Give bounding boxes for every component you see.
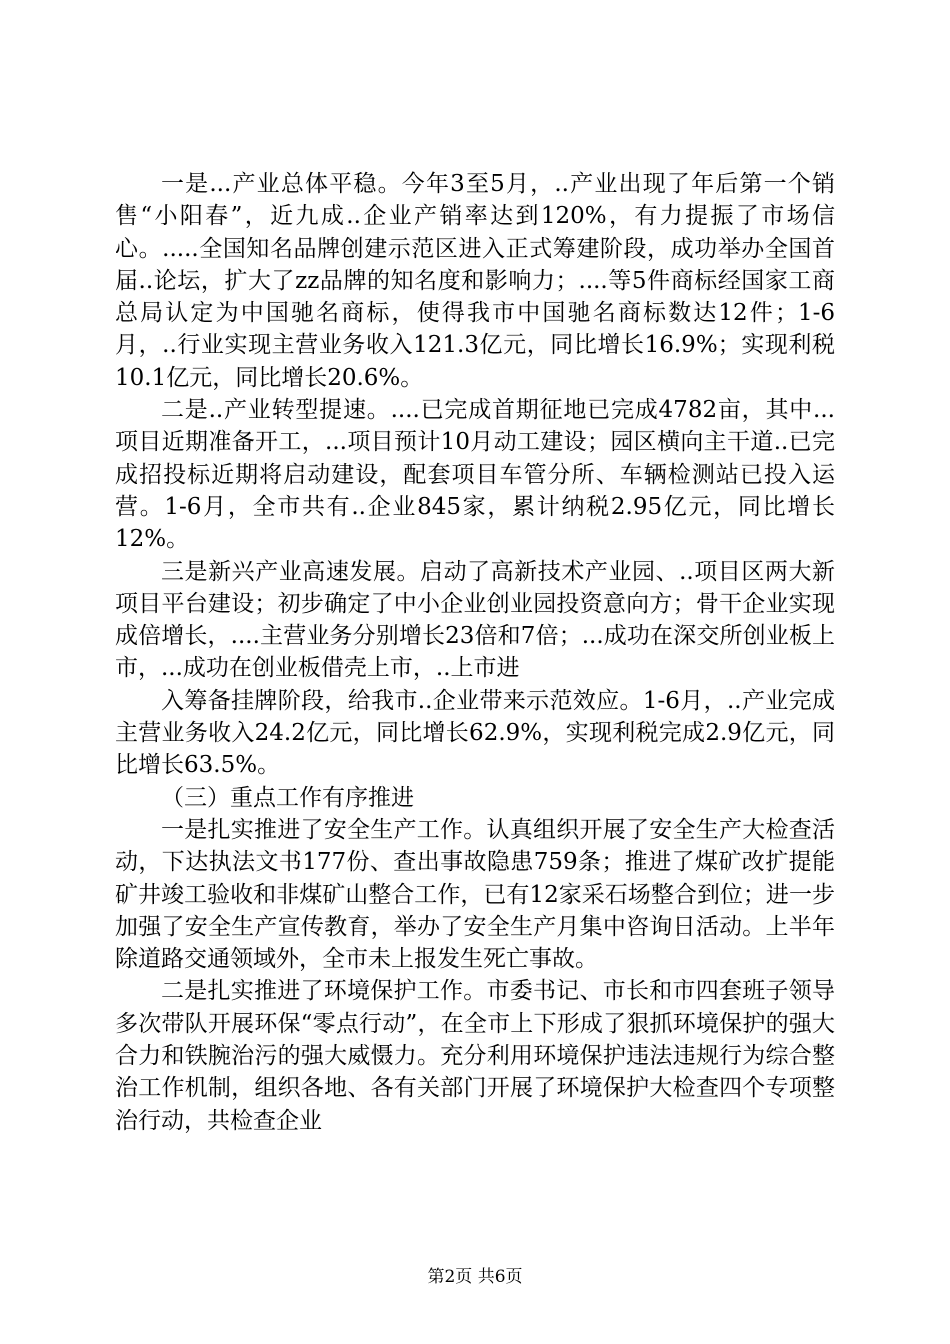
document-body [115,168,835,1137]
paragraph-emerging-industry: 三是新兴产业高速发展。启动了高新技术产业园、..项目区两大新项目平台建设；初步确定了中小企业创业园投资意向方；骨干企业实现成倍增长，....主营业务分别增长23倍和7倍；...成功在深交所创业板上市，...成功在创业板借壳上市，..上市进 [115,558,835,682]
paragraph-safety-production: 一是扎实推进了安全生产工作。认真组织开展了安全生产大检查活动，下达执法文书177份、查出事故隐患759条；推进了煤矿改扩提能矿井竣工验收和非煤矿山整合工作，已有12家采石场整合到位；进一步加强了安全生产宣传教育，举办了安全生产月集中咨询日活动。上半年除道路交通领域外，全市未上报发生死亡事故。 [115,816,835,973]
paragraph-emerging-industry-continued: 入筹备挂牌阶段，给我市..企业带来示范效应。1-6月，..产业完成主营业务收入24.2亿元，同比增长62.9%，实现利税完成2.9亿元，同比增长63.5%。 [115,687,835,779]
paragraph-industry-transition: 二是..产业转型提速。....已完成首期征地已完成4782亩，其中...项目近期准备开工，...项目预计10月动工建设；园区横向主干道..已完成招投标近期将启动建设，配套项目车管分所、车辆检测站已投入运营。1-6月，全市共有..企业845家，累计纳税2.95亿元，同比增长12%。 [115,397,835,553]
paragraph-industry-stable: 一是...产业总体平稳。今年3至5月，..产业出现了年后第一个销售“小阳春”，近九成..企业产销率达到120%，有力提振了市场信心。.....全国知名品牌创建示范区进入正式筹建阶段，成功举办全国首届..论坛，扩大了zz品牌的知名度和影响力；....等5件商标经国家工商总局认定为中国驰名商标，使得我市中国驰名商标数达12件；1-6月，..行业实现主营业务收入121.3亿元，同比增长16.9%；实现利税10.1亿元，同比增长20.6%。 [115,171,835,391]
paragraph-environment-protection: 二是扎实推进了环境保护工作。市委书记、市长和市四套班子领导多次带队开展环保“零点行动”，在全市上下形成了狠抓环境保护的强大合力和铁腕治污的强大威慑力。充分利用环境保护违法违规行为综合整治工作机制，组织各地、各有关部门开展了环境保护大检查四个专项整治行动，共检查企业 [115,978,835,1134]
section-heading-key-work: （三）重点工作有序推进 [161,784,414,811]
page-footer: 第2页 共6页 [427,1267,523,1287]
